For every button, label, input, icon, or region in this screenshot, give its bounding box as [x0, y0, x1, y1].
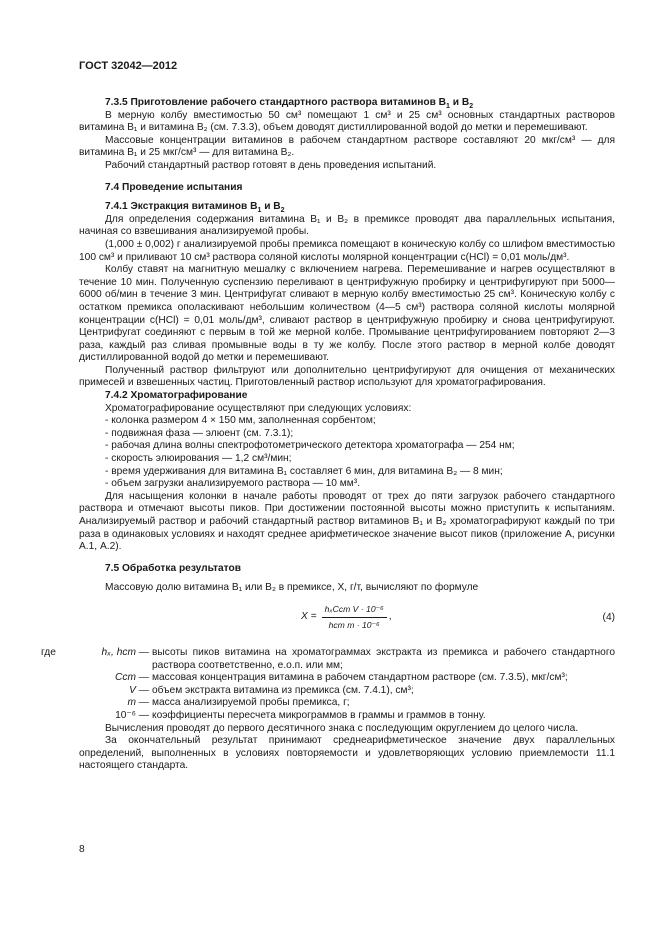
- formula-numerator: hₓCст V · 10⁻⁶: [322, 603, 387, 618]
- where-description: объем экстракта витамина из премикса (см. 7.4.1), см³;: [152, 684, 414, 696]
- heading-7-4-2: 7.4.2 Хроматографирование: [105, 390, 248, 402]
- where-item: [79, 697, 615, 710]
- where-item: [79, 685, 615, 698]
- heading-7-4: 7.4 Проведение испытания: [105, 181, 243, 193]
- where-symbol: hₓ, hст —: [101, 646, 149, 658]
- page-content: [41, 97, 615, 773]
- list-item: - время удерживания для витамина B₁ составляет 6 мин, для витамина B₂ — 8 мин;: [105, 465, 503, 477]
- where-description: коэффициенты пересчета микрограммов в граммы и граммов в тонну.: [152, 709, 486, 721]
- paragraph: Вычисления проводят до первого десятичного знака с последующим округлением до целого числа.: [105, 722, 579, 734]
- list-item: - подвижная фаза — элюент (см. 7.3.1);: [105, 427, 294, 439]
- paragraph: Массовые концентрации витаминов в рабочем стандартном растворе составляют 20 мкг/см³ — для витамина B₁ и 25 мкг/см³ — для витамина B₂.: [79, 134, 615, 159]
- paragraph: Рабочий стандартный раствор готовят в день проведения испытаний.: [105, 159, 437, 171]
- paragraph: Массовую долю витамина B₁ или B₂ в премиксе, X, г/т, вычисляют по формуле: [105, 582, 479, 594]
- where-symbol: m —: [127, 697, 149, 709]
- list-item: - колонка размером 4 × 150 мм, заполненная сорбентом;: [105, 415, 376, 427]
- paragraph: Колбу ставят на магнитную мешалку с включением нагрева. Перемешивание и нагрев осуществляют в течение 10 мин. Полученную суспензию переливают в центрифужную пробирку и центрифугируют при 5000—6000 об/мин в течение 3 мин. Центрифугат сливают в мерную колбу вместимостью 25 см³. Коническую колбу с остатком премикса ополаскивают небольшим количеством (4—5 см³) раствора соляной кислоты молярной концентрации c(HCl) = 0,01 моль/дм³, сливают раствор в центрифужную пробирку и снова центрифугируют. Центрифугат соединяют с первым в той же мерной колбе. Промывание центрифугированием повторяют 2—3 раза, каждый раз сливая промывные воды в ту же колбу. После этого раствор в мерной колбе доводят дистиллированной водой до метки и перемешивают.: [79, 264, 615, 364]
- paragraph: Полученный раствор фильтруют или дополнительно центрифугируют для очищения от механических примесей и взвешенных частиц. Приготовленный раствор используют для хроматографирования.: [79, 364, 615, 389]
- formula-lhs: X =: [301, 610, 317, 622]
- paragraph: За окончательный результат принимают среднеарифметическое значение двух параллельных определений, выполненных в условиях повторяемости и удовлетворяющих условию приемлемости 11.1 настоящего стандарта.: [79, 735, 615, 772]
- paragraph: (1,000 ± 0,002) г анализируемой пробы премикса помещают в коническую колбу со шлифом вместимостью 100 см³ и приливают 10 см³ раствора соляной кислоты молярной концентрации c(HCl) = 0,01 моль/дм³.: [79, 238, 615, 263]
- paragraph: Для насыщения колонки в начале работы проводят от трех до пяти загрузок рабочего стандартного раствора и отмечают высоты пиков. При достижении постоянной высоты можно приступить к испытаниям. Анализируемый раствор и рабочий стандартный раствор витаминов B₁ и B₂ хроматографируют каждый по три раза в одинаковых условиях и находят среднее арифметическое значение высот пиков (приложение А, рисунки А.1, А.2).: [79, 490, 615, 553]
- list-item: - рабочая длина волны спектрофотометрического детектора хроматографа — 254 нм;: [105, 440, 515, 452]
- formula-fraction: [322, 603, 387, 631]
- paragraph: В мерную колбу вместимостью 50 см³ помещают 1 см³ и 25 см³ основных стандартных растворов витамина B₁ и витамина B₂ (см. 7.3.3), объем доводят дистиллированной водой до метки и перемешивают.: [79, 109, 615, 134]
- paragraph: Для определения содержания витамина B₁ и B₂ в премиксе проводят два параллельных испытания, начиная со взвешивания анализируемой пробы.: [79, 213, 615, 238]
- formula-expression: X = $\frac{\text{hₓCст V · 10⁻⁶}}{\text{hст m · 10⁻⁶}}$ ,: [301, 603, 392, 630]
- where-label: где: [41, 646, 56, 658]
- where-description: массовая концентрация витамина в рабочем стандартном растворе (см. 7.3.5), мкг/см³;: [152, 672, 568, 684]
- where-description: высоты пиков витамина на хроматограммах экстракта из премикса и рабочего стандартного раствора соответственно, е.о.п. или мм;: [152, 646, 615, 671]
- heading-7-3-5: 7.3.5 Приготовление рабочего стандартного раствора витаминов $B_1$ и $B_2$: [105, 97, 474, 111]
- where-symbol: V —: [129, 684, 149, 696]
- where-item: [79, 710, 615, 723]
- where-item: [79, 647, 615, 672]
- formula-denominator: hст m · 10⁻⁶: [328, 619, 380, 630]
- document-header: ГОСТ 32042—2012: [79, 60, 178, 72]
- where-symbol: Cст —: [115, 672, 149, 684]
- where-symbol: 10⁻⁶ —: [115, 709, 149, 721]
- paragraph: Хроматографирование осуществляют при следующих условиях:: [105, 402, 412, 414]
- equation-number: (4): [602, 611, 615, 623]
- where-item: [79, 672, 615, 685]
- where-description: масса анализируемой пробы премикса, г;: [152, 697, 350, 709]
- list-item: - объем загрузки анализируемого раствора — 10 мм³.: [105, 478, 361, 490]
- heading-7-5: 7.5 Обработка результатов: [105, 562, 242, 574]
- heading-7-4-1: 7.4.1 Экстракция витаминов $B_1$ и $B_2$: [105, 201, 285, 215]
- page-number: 8: [79, 844, 85, 855]
- where-list: [41, 646, 615, 723]
- formula-4: [79, 601, 615, 643]
- list-item: - скорость элюирования — 1,2 см³/мин;: [105, 453, 292, 465]
